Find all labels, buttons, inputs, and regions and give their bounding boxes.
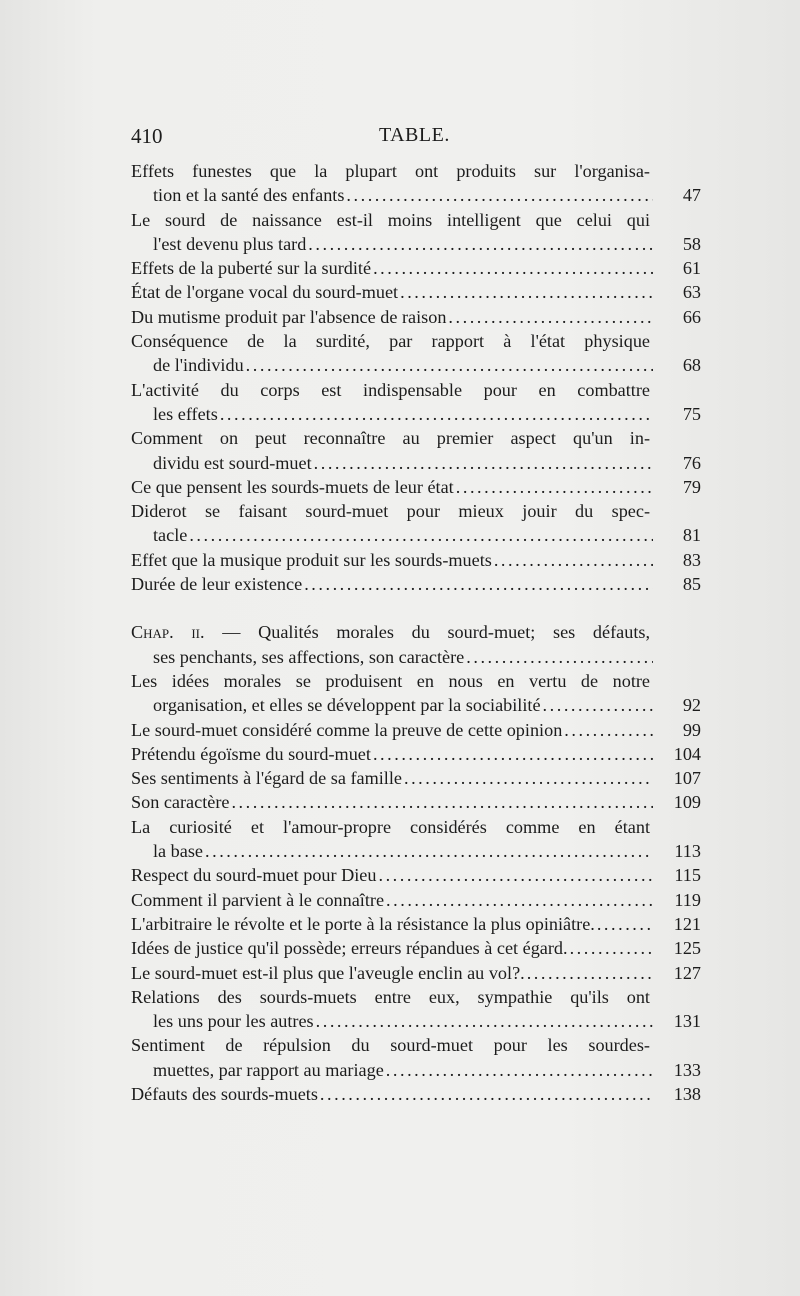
- toc-page-number: 61: [682, 258, 701, 279]
- toc-entry: [131, 620, 701, 669]
- toc-entry: [131, 426, 701, 475]
- toc-entry-line: [131, 256, 701, 280]
- leader-dots: [231, 790, 653, 814]
- toc-entry-line: [131, 912, 701, 936]
- toc-entry-line: [131, 839, 701, 863]
- toc-entry-line: Le sourd de naissance est-il moins intelligent que celui qui: [131, 209, 650, 230]
- toc-entry-line: [131, 1058, 701, 1082]
- toc-entry-line: Effets funestes que la plupart ont produits sur l'organisa-: [131, 161, 650, 181]
- toc-entry-text: Son caractère: [131, 792, 230, 813]
- leader-dots: [373, 256, 653, 280]
- leader-dots: [400, 280, 653, 304]
- leader-dots: [597, 912, 653, 936]
- leader-dots: [308, 232, 653, 256]
- toc-page-number: 47: [682, 185, 701, 206]
- toc-entry: [131, 936, 701, 960]
- toc-entry-line: [131, 693, 701, 717]
- toc-page-number: 113: [674, 841, 701, 862]
- leader-dots: [456, 475, 653, 499]
- toc-page-number: 66: [682, 306, 701, 327]
- toc-entry-text: les uns pour les autres: [153, 1011, 314, 1032]
- toc-entry-text: ses penchants, ses affections, son caractère: [153, 646, 465, 667]
- leader-dots: [543, 693, 653, 717]
- toc-entry-line: Les idées morales se produisent en nous en vertu de notre: [131, 670, 650, 691]
- toc-entry-text: Idées de justice qu'il possède; erreurs répandues à cet égard.: [131, 938, 568, 959]
- toc-entry: [131, 208, 701, 257]
- toc-entry-text: Le sourd-muet est-il plus que l'aveugle enclin au vol?.: [131, 962, 525, 983]
- toc-page-number: 63: [682, 282, 701, 303]
- leader-dots: [386, 1058, 653, 1082]
- toc-page-number: 81: [682, 525, 701, 546]
- toc-page-number: 85: [682, 574, 701, 595]
- toc-entry-line: [131, 232, 701, 256]
- leader-dots: [564, 718, 653, 742]
- leader-dots: [246, 353, 653, 377]
- toc-page-number: 121: [673, 913, 701, 934]
- table-of-contents: [131, 159, 701, 1106]
- toc-entry: [131, 256, 701, 280]
- leader-dots: [189, 523, 653, 547]
- toc-entry-text: Prétendu égoïsme du sourd-muet: [131, 743, 371, 764]
- leader-dots: [570, 936, 653, 960]
- toc-entry-text: Ses sentiments à l'égard de sa famille: [131, 768, 402, 789]
- toc-entry-line: L'activité du corps est indispensable pour en combattre: [131, 379, 650, 400]
- toc-page-number: 76: [682, 452, 701, 473]
- leader-dots: [378, 863, 653, 887]
- leader-dots: [527, 961, 653, 985]
- chapter-label: Chap. ii.: [131, 622, 223, 643]
- toc-entry: [131, 548, 701, 572]
- leader-dots: [386, 888, 653, 912]
- toc-entry-line: [131, 645, 701, 669]
- toc-entry: [131, 1082, 701, 1106]
- toc-entry-line: [131, 888, 701, 912]
- leader-dots: [304, 572, 653, 596]
- leader-dots: [220, 402, 653, 426]
- toc-page-number: 99: [682, 719, 701, 740]
- toc-page-number: 75: [682, 403, 701, 424]
- toc-entry-line: Chap. ii. — Qualités morales du sourd-muet; ses défauts,: [131, 622, 650, 643]
- toc-page-number: 127: [673, 962, 701, 983]
- toc-entry-line: [131, 1009, 701, 1033]
- toc-entry-text: Effets de la puberté sur la surdité: [131, 258, 372, 279]
- toc-entry: [131, 815, 701, 864]
- toc-entry-line: Relations des sourds-muets entre eux, sympathie qu'ils ont: [131, 986, 650, 1007]
- toc-page-number: 92: [682, 695, 701, 716]
- toc-entry-line: Comment on peut reconnaître au premier aspect qu'un in-: [131, 428, 650, 449]
- leader-dots: [494, 548, 653, 572]
- toc-entry-line: [131, 523, 701, 547]
- running-title: TABLE.: [379, 124, 450, 146]
- page-number: 410: [131, 124, 163, 148]
- toc-entry-line: [131, 353, 701, 377]
- toc-entry-line: Diderot se faisant sourd-muet pour mieux jouir du spec-: [131, 501, 650, 522]
- toc-page-number: 115: [674, 865, 701, 886]
- toc-entry: [131, 888, 701, 912]
- toc-entry: [131, 329, 701, 378]
- toc-entry: [131, 718, 701, 742]
- toc-entry-text: muettes, par rapport au mariage: [153, 1059, 384, 1080]
- toc-page-number: 131: [673, 1011, 701, 1032]
- toc-entry: [131, 499, 701, 548]
- toc-entry-line: Conséquence de la surdité, par rapport à l'état physique: [131, 331, 650, 352]
- toc-entry-line: [131, 402, 701, 426]
- section-gap: [131, 596, 701, 620]
- toc-page-number: 79: [682, 476, 701, 497]
- leader-dots: [320, 1082, 653, 1106]
- toc-entry-line: [131, 183, 701, 207]
- toc-entry-line: [131, 790, 701, 814]
- toc-page-number: 83: [682, 549, 701, 570]
- toc-entry: [131, 378, 701, 427]
- toc-entry-text: tacle: [153, 525, 188, 546]
- toc-entry-line: [131, 718, 701, 742]
- toc-entry-line: [131, 451, 701, 475]
- toc-entry: [131, 475, 701, 499]
- toc-entry-line: [131, 305, 701, 329]
- leader-dots: [205, 839, 653, 863]
- toc-entry-text: Respect du sourd-muet pour Dieu: [131, 865, 377, 886]
- toc-page-number: 133: [673, 1059, 701, 1080]
- toc-page-number: 58: [682, 233, 701, 254]
- leader-dots: [466, 645, 653, 669]
- toc-page-number: 109: [673, 792, 701, 813]
- leader-dots: [448, 305, 653, 329]
- toc-entry-line: [131, 742, 701, 766]
- toc-entry-text: Du mutisme produit par l'absence de raison: [131, 306, 447, 327]
- toc-entry-text: Ce que pensent les sourds-muets de leur état: [131, 476, 454, 497]
- toc-entry: [131, 766, 701, 790]
- toc-entry-line: La curiosité et l'amour-propre considérés comme en étant: [131, 816, 650, 837]
- toc-entry-line: [131, 766, 701, 790]
- toc-entry: [131, 790, 701, 814]
- leader-dots: [316, 1009, 653, 1033]
- leader-dots: [346, 183, 653, 207]
- toc-entry-line: [131, 280, 701, 304]
- toc-entry: [131, 280, 701, 304]
- toc-entry: [131, 912, 701, 936]
- leader-dots: [314, 451, 653, 475]
- toc-entry-text: l'est devenu plus tard: [153, 233, 307, 254]
- toc-entry-text: État de l'organe vocal du sourd-muet: [131, 282, 399, 303]
- toc-entry: [131, 669, 701, 718]
- toc-entry-line: [131, 548, 701, 572]
- toc-entry-line: [131, 961, 701, 985]
- toc-entry: [131, 1033, 701, 1082]
- toc-page-number: 125: [673, 938, 701, 959]
- toc-entry-text: Le sourd-muet considéré comme la preuve de cette opinion: [131, 719, 563, 740]
- toc-entry: [131, 159, 701, 208]
- toc-entry-text: L'arbitraire le révolte et le porte à la résistance la plus opiniâtre.: [131, 913, 595, 934]
- toc-page-number: 138: [673, 1083, 701, 1104]
- leader-dots: [404, 766, 653, 790]
- toc-entry-text: Effet que la musique produit sur les sourds-muets: [131, 549, 492, 570]
- toc-page-number: 107: [673, 768, 701, 789]
- leader-dots: [373, 742, 653, 766]
- toc-page-number: 104: [673, 743, 701, 764]
- toc-entry-text: les effets: [153, 403, 218, 424]
- toc-entry-line: [131, 1082, 701, 1106]
- page-header: [131, 124, 651, 152]
- toc-page-number: [659, 645, 701, 669]
- toc-entry-text: Défauts des sourds-muets: [131, 1083, 318, 1104]
- toc-entry-text: organisation, et elles se développent par la sociabilité: [153, 695, 541, 716]
- toc-entry-text: dividu est sourd-muet: [153, 452, 312, 473]
- toc-entry: [131, 572, 701, 596]
- toc-entry: [131, 985, 701, 1034]
- toc-entry-text: Durée de leur existence: [131, 574, 303, 595]
- toc-entry-line: Sentiment de répulsion du sourd-muet pour les sourdes-: [131, 1035, 650, 1056]
- toc-entry: [131, 305, 701, 329]
- toc-entry: [131, 961, 701, 985]
- toc-page-number: 68: [682, 355, 701, 376]
- toc-entry-line: [131, 863, 701, 887]
- toc-entry-text: Comment il parvient à le connaître: [131, 889, 385, 910]
- toc-entry-line: [131, 936, 701, 960]
- toc-entry-line: [131, 572, 701, 596]
- toc-entry-line: [131, 475, 701, 499]
- toc-page-number: 119: [674, 889, 701, 910]
- toc-entry-text: tion et la santé des enfants: [153, 185, 345, 206]
- toc-entry: [131, 863, 701, 887]
- toc-entry-text: la base: [153, 841, 203, 862]
- toc-entry: [131, 742, 701, 766]
- toc-entry-text: de l'individu: [153, 355, 244, 376]
